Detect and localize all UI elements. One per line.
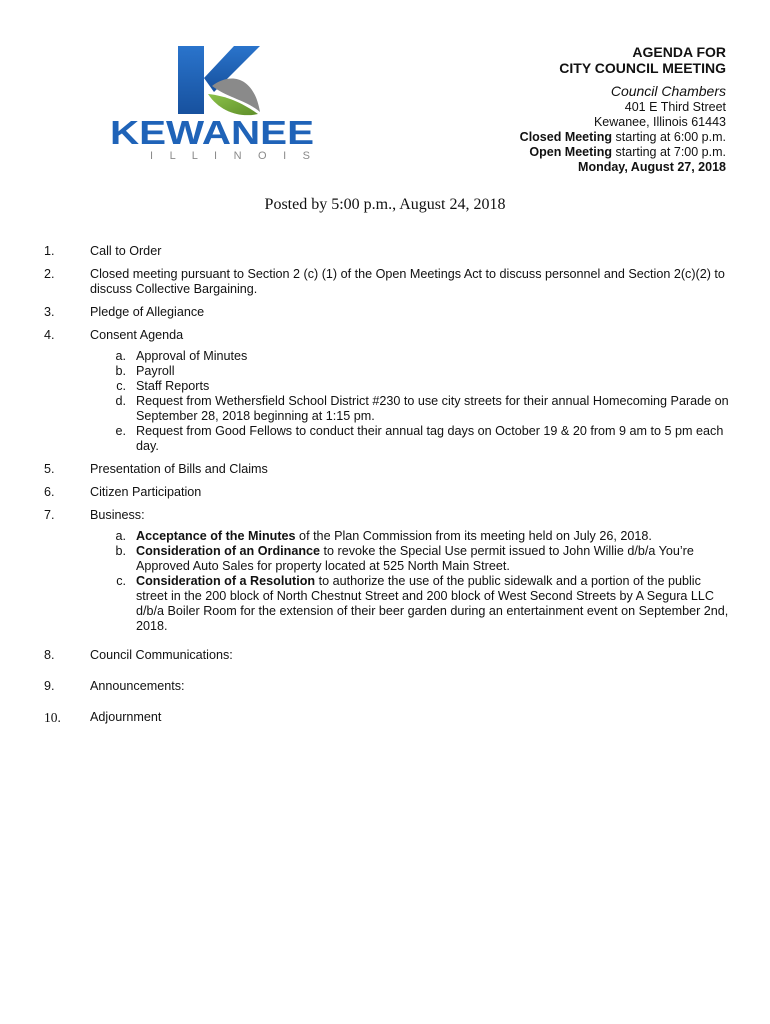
sub-list [90,349,734,454]
open-meeting-time: starting at 7:00 p.m. [612,145,726,159]
item-text: Citizen Participation [90,485,202,499]
item-text: Announcements: [90,679,185,693]
sub-text: Staff Reports [136,379,210,393]
sub-item [90,529,734,544]
item-number: 6. [44,485,55,499]
sub-item [90,379,734,394]
agenda-item [44,648,734,663]
sub-item [90,394,734,424]
address-line1: 401 E Third Street [624,100,726,114]
sub-item [90,349,734,364]
sub-list [90,529,734,634]
header-line1: AGENDA FOR [632,44,726,60]
meeting-date: Monday, August 27, 2018 [578,160,726,174]
closed-meeting-label: Closed Meeting [519,130,613,144]
agenda-item [44,328,734,454]
sub-letter: e. [115,424,126,438]
sub-bold-text: Acceptance of the Minutes [136,529,296,543]
closed-meeting-line [406,130,726,145]
item-number: 1. [44,244,55,258]
sub-text: Payroll [136,364,175,378]
logo-name: KEWANEE [110,114,314,151]
sub-letter: a. [115,349,126,363]
item-number: 7. [44,508,55,522]
item-text: Consent Agenda [90,328,184,342]
item-number: 8. [44,648,55,662]
item-number: 10. [44,710,61,725]
sub-letter: a. [115,529,126,543]
sub-bold-text: Consideration of a Resolution [136,574,316,588]
sub-item [90,424,734,454]
sub-text: Request from Wethersfield School District #230 to use city streets for their annual Homecoming Parade on September 28, 2018 beginning at 1:15 pm. [136,394,729,423]
agenda-item [44,305,734,320]
header-line2: CITY COUNCIL MEETING [559,60,726,76]
sub-item [90,364,734,379]
item-number: 5. [44,462,55,476]
sub-letter: c. [116,574,126,588]
item-text: Call to Order [90,244,162,258]
open-meeting-line [406,145,726,160]
logo-subtitle: I L L I N O I S [150,150,310,162]
agenda-item [44,267,734,297]
meeting-header [406,44,726,175]
agenda-item [44,679,734,694]
item-number: 2. [44,267,55,281]
item-number: 3. [44,305,55,319]
posted-notice: Posted by 5:00 p.m., August 24, 2018 [264,196,506,213]
item-text: Adjournment [90,710,162,724]
agenda-item [44,244,734,259]
address-line2: Kewanee, Illinois 61443 [593,115,726,129]
sub-letter: b. [115,544,126,558]
item-number: 9. [44,679,55,693]
open-meeting-label: Open Meeting [529,145,613,159]
sub-letter: d. [115,394,126,408]
meeting-location: Council Chambers [610,83,726,99]
item-text: Business: [90,508,145,522]
sub-item [90,574,734,634]
item-text: Pledge of Allegiance [90,305,205,319]
agenda-item [44,485,734,500]
sub-text: Request from Good Fellows to conduct their annual tag days on October 19 & 20 from 9 am to 5 pm each day. [136,424,724,453]
closed-meeting-time: starting at 6:00 p.m. [612,130,726,144]
sub-bold-text: Consideration of an Ordinance [136,544,321,558]
sub-text: of the Plan Commission from its meeting held on July 26, 2018. [295,529,652,543]
sub-letter: c. [116,379,126,393]
agenda-item [44,462,734,477]
sub-text: to revoke the Special Use permit issued to John Willie d/b/a You’re Approved Auto Sales for property located at 525 North Main Street. [136,544,694,573]
agenda-list [44,244,734,733]
item-text: Council Communications: [90,648,233,662]
sub-text: Approval of Minutes [136,349,248,363]
item-number: 4. [44,328,55,342]
kewanee-logo [108,42,318,164]
agenda-item [44,508,734,634]
sub-letter: b. [115,364,126,378]
item-text: Closed meeting pursuant to Section 2 (c) (1) of the Open Meetings Act to discuss personnel and Section 2(c)(2) to discuss Collective Bargaining. [90,267,725,296]
agenda-item [44,710,734,725]
item-text: Presentation of Bills and Claims [90,462,268,476]
k-stem-shape [178,46,204,114]
sub-item [90,544,734,574]
sub-text: to authorize the use of the public sidewalk and a portion of the public street in the 200 block of North Chestnut Street and 200 block of West Second Streets by A Segura LLC d/b/a Boiler Room for the extension of their beer garden during an entertainment event on September 2nd, 2018. [136,574,729,633]
